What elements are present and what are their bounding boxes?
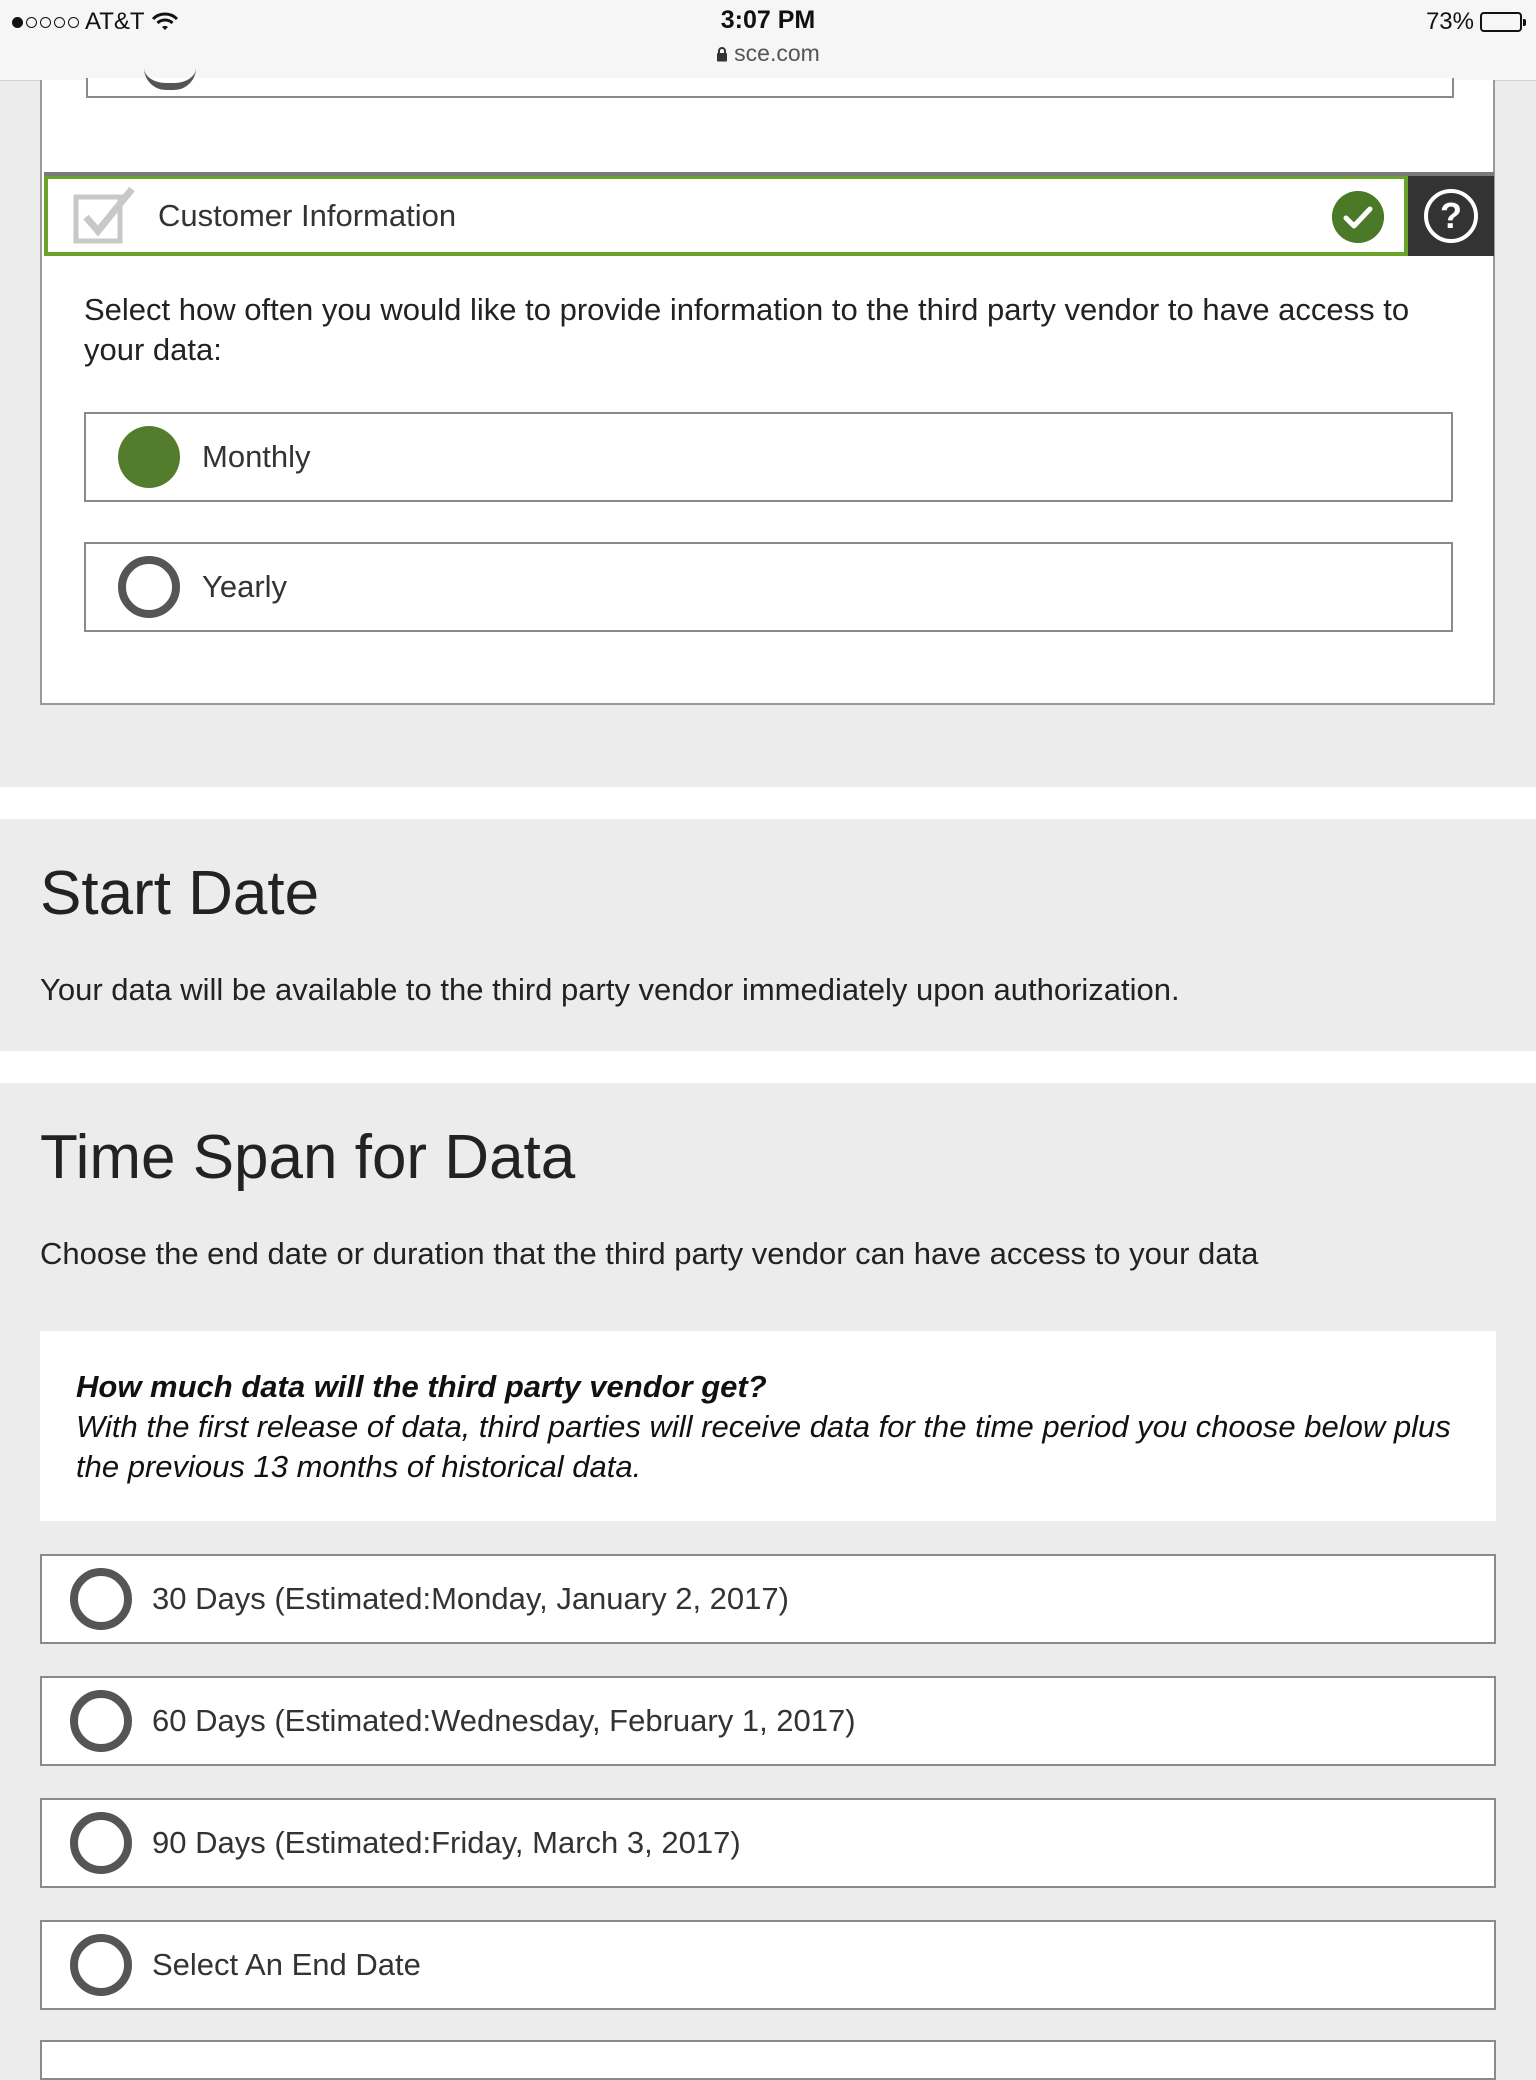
help-button[interactable] — [1408, 176, 1494, 256]
previous-option-partial[interactable] — [86, 78, 1454, 98]
frequency-option-monthly[interactable] — [84, 412, 1453, 502]
frequency-description: Select how often you would like to provide information to the third party vendor to have access to your data: — [84, 292, 1410, 367]
radio-unselected[interactable] — [70, 1812, 132, 1874]
time-span-option-60-days[interactable] — [40, 1676, 1496, 1766]
time-span-option-30-days[interactable] — [40, 1554, 1496, 1644]
section-divider — [0, 787, 1536, 819]
customer-info-header — [44, 172, 1494, 256]
lock-icon — [716, 47, 728, 62]
checkbox-checked-icon[interactable] — [72, 187, 138, 247]
historical-data-info — [40, 1331, 1496, 1521]
time-span-title: Time Span for Data — [40, 1123, 576, 1192]
start-date-text: Your data will be available to the third party vendor immediately upon authorization. — [40, 972, 1180, 1007]
battery-percent: 73% — [1425, 8, 1474, 35]
section-divider — [0, 1051, 1536, 1083]
clock: 3:07 PM — [720, 6, 816, 34]
battery-icon — [1480, 12, 1522, 32]
option-label: Monthly — [202, 439, 311, 474]
option-label: Yearly — [202, 569, 288, 604]
option-label: 90 Days (Estimated:Friday, March 3, 2017) — [152, 1825, 741, 1860]
battery-status — [1426, 8, 1522, 36]
verified-check-icon — [1332, 191, 1384, 243]
info-text: With the first release of data, third parties will receive data for the time period you choose below plus the previous 13 months of historical data. — [76, 1409, 1451, 1484]
radio-unselected[interactable] — [118, 556, 180, 618]
url-text: sce.com — [734, 40, 820, 66]
radio-selected[interactable] — [118, 426, 180, 488]
time-span-option-end-date[interactable] — [40, 1920, 1496, 2010]
radio-partial — [144, 68, 196, 90]
carrier-name: AT&T — [85, 8, 145, 35]
consent-card — [40, 80, 1495, 705]
radio-unselected[interactable] — [70, 1568, 132, 1630]
option-label: 30 Days (Estimated:Monday, January 2, 2017) — [152, 1581, 789, 1616]
next-option-partial[interactable] — [40, 2040, 1496, 2080]
help-icon: ? — [1424, 189, 1478, 243]
status-bar — [0, 0, 1536, 81]
address-bar[interactable] — [0, 40, 1536, 67]
customer-info-title: Customer Information — [158, 197, 457, 233]
time-span-text: Choose the end date or duration that the third party vendor can have access to your data — [40, 1236, 1259, 1271]
time-span-option-90-days[interactable] — [40, 1798, 1496, 1888]
option-label: Select An End Date — [152, 1947, 421, 1982]
start-date-title: Start Date — [40, 859, 320, 928]
option-label: 60 Days (Estimated:Wednesday, February 1, 2017) — [152, 1703, 856, 1738]
info-question: How much data will the third party vendor get? — [76, 1369, 767, 1404]
frequency-option-yearly[interactable] — [84, 542, 1453, 632]
radio-unselected[interactable] — [70, 1690, 132, 1752]
radio-unselected[interactable] — [70, 1934, 132, 1996]
